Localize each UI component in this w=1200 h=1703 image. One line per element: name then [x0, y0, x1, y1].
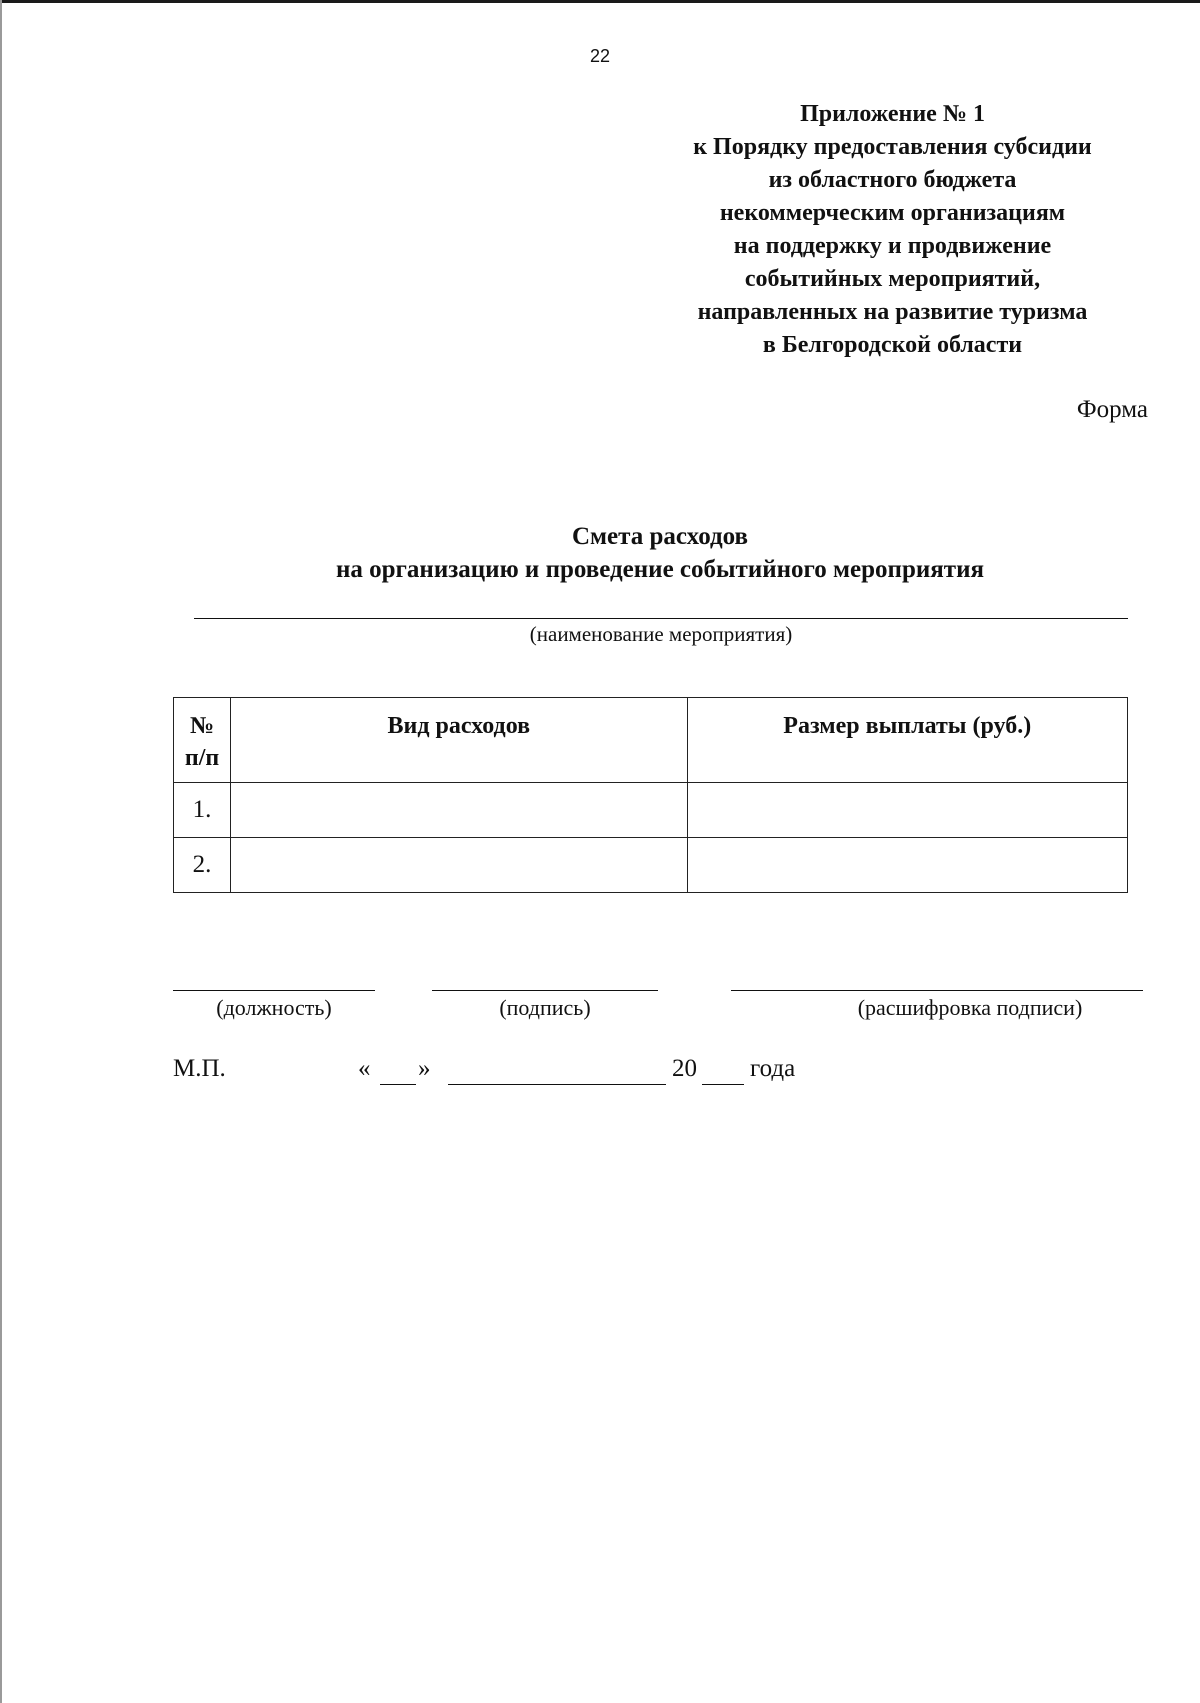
expense-type-cell[interactable]: [231, 783, 687, 838]
page-number: 22: [589, 46, 611, 66]
title-line-2: на организацию и проведение событийного мероприятия: [336, 556, 984, 583]
table-row: [174, 838, 1128, 893]
expenses-table: [173, 697, 1128, 893]
year-prefix: 20: [672, 1055, 697, 1082]
appendix-line: в Белгородской области: [762, 332, 1023, 358]
signature-caption: (подпись): [499, 995, 591, 1020]
payment-amount-cell[interactable]: [687, 783, 1127, 838]
header-number-sign: №: [189, 713, 215, 739]
table-row: [174, 783, 1128, 838]
event-name-field[interactable]: [194, 618, 1128, 619]
form-label: Форма: [1076, 396, 1148, 423]
year-field[interactable]: [702, 1084, 744, 1085]
appendix-line: направленных на развитие туризма: [697, 299, 1088, 325]
appendix-header: [620, 98, 1165, 362]
header-number: [174, 698, 231, 783]
header-payment-amount: Размер выплаты (руб.): [687, 698, 1127, 783]
month-field[interactable]: [448, 1084, 666, 1085]
appendix-line: на поддержку и продвижение: [733, 233, 1052, 259]
title-line-1: Смета расходов: [571, 523, 749, 550]
row-number: 1.: [174, 783, 231, 838]
header-number-abbr: п/п: [184, 745, 220, 771]
stamp-label: М.П.: [173, 1055, 226, 1082]
year-suffix: года: [750, 1055, 796, 1082]
appendix-line: некоммерческим организациям: [719, 200, 1066, 226]
signature-decoding-caption: (расшифровка подписи): [857, 995, 1083, 1020]
appendix-line: событийных мероприятий,: [744, 266, 1041, 292]
appendix-line: Приложение № 1: [800, 101, 985, 127]
date-quote-close: »: [418, 1055, 431, 1082]
day-field[interactable]: [380, 1084, 416, 1085]
event-name-caption: (наименование мероприятия): [529, 622, 793, 646]
position-line[interactable]: [173, 990, 375, 991]
date-quote-open: «: [358, 1055, 371, 1082]
expense-type-cell[interactable]: [231, 838, 687, 893]
signature-line[interactable]: [432, 990, 658, 991]
signature-decoding-line[interactable]: [731, 990, 1143, 991]
row-number: 2.: [174, 838, 231, 893]
position-caption: (должность): [216, 995, 332, 1020]
document-title: [180, 520, 1140, 586]
page-top-edge: [0, 0, 1200, 3]
appendix-line: к Порядку предоставления субсидии: [693, 134, 1092, 160]
appendix-line: из областного бюджета: [768, 167, 1017, 193]
page-left-edge: [0, 0, 2, 1703]
table-header-row: [174, 698, 1128, 783]
payment-amount-cell[interactable]: [687, 838, 1127, 893]
header-expense-type: Вид расходов: [231, 698, 687, 783]
